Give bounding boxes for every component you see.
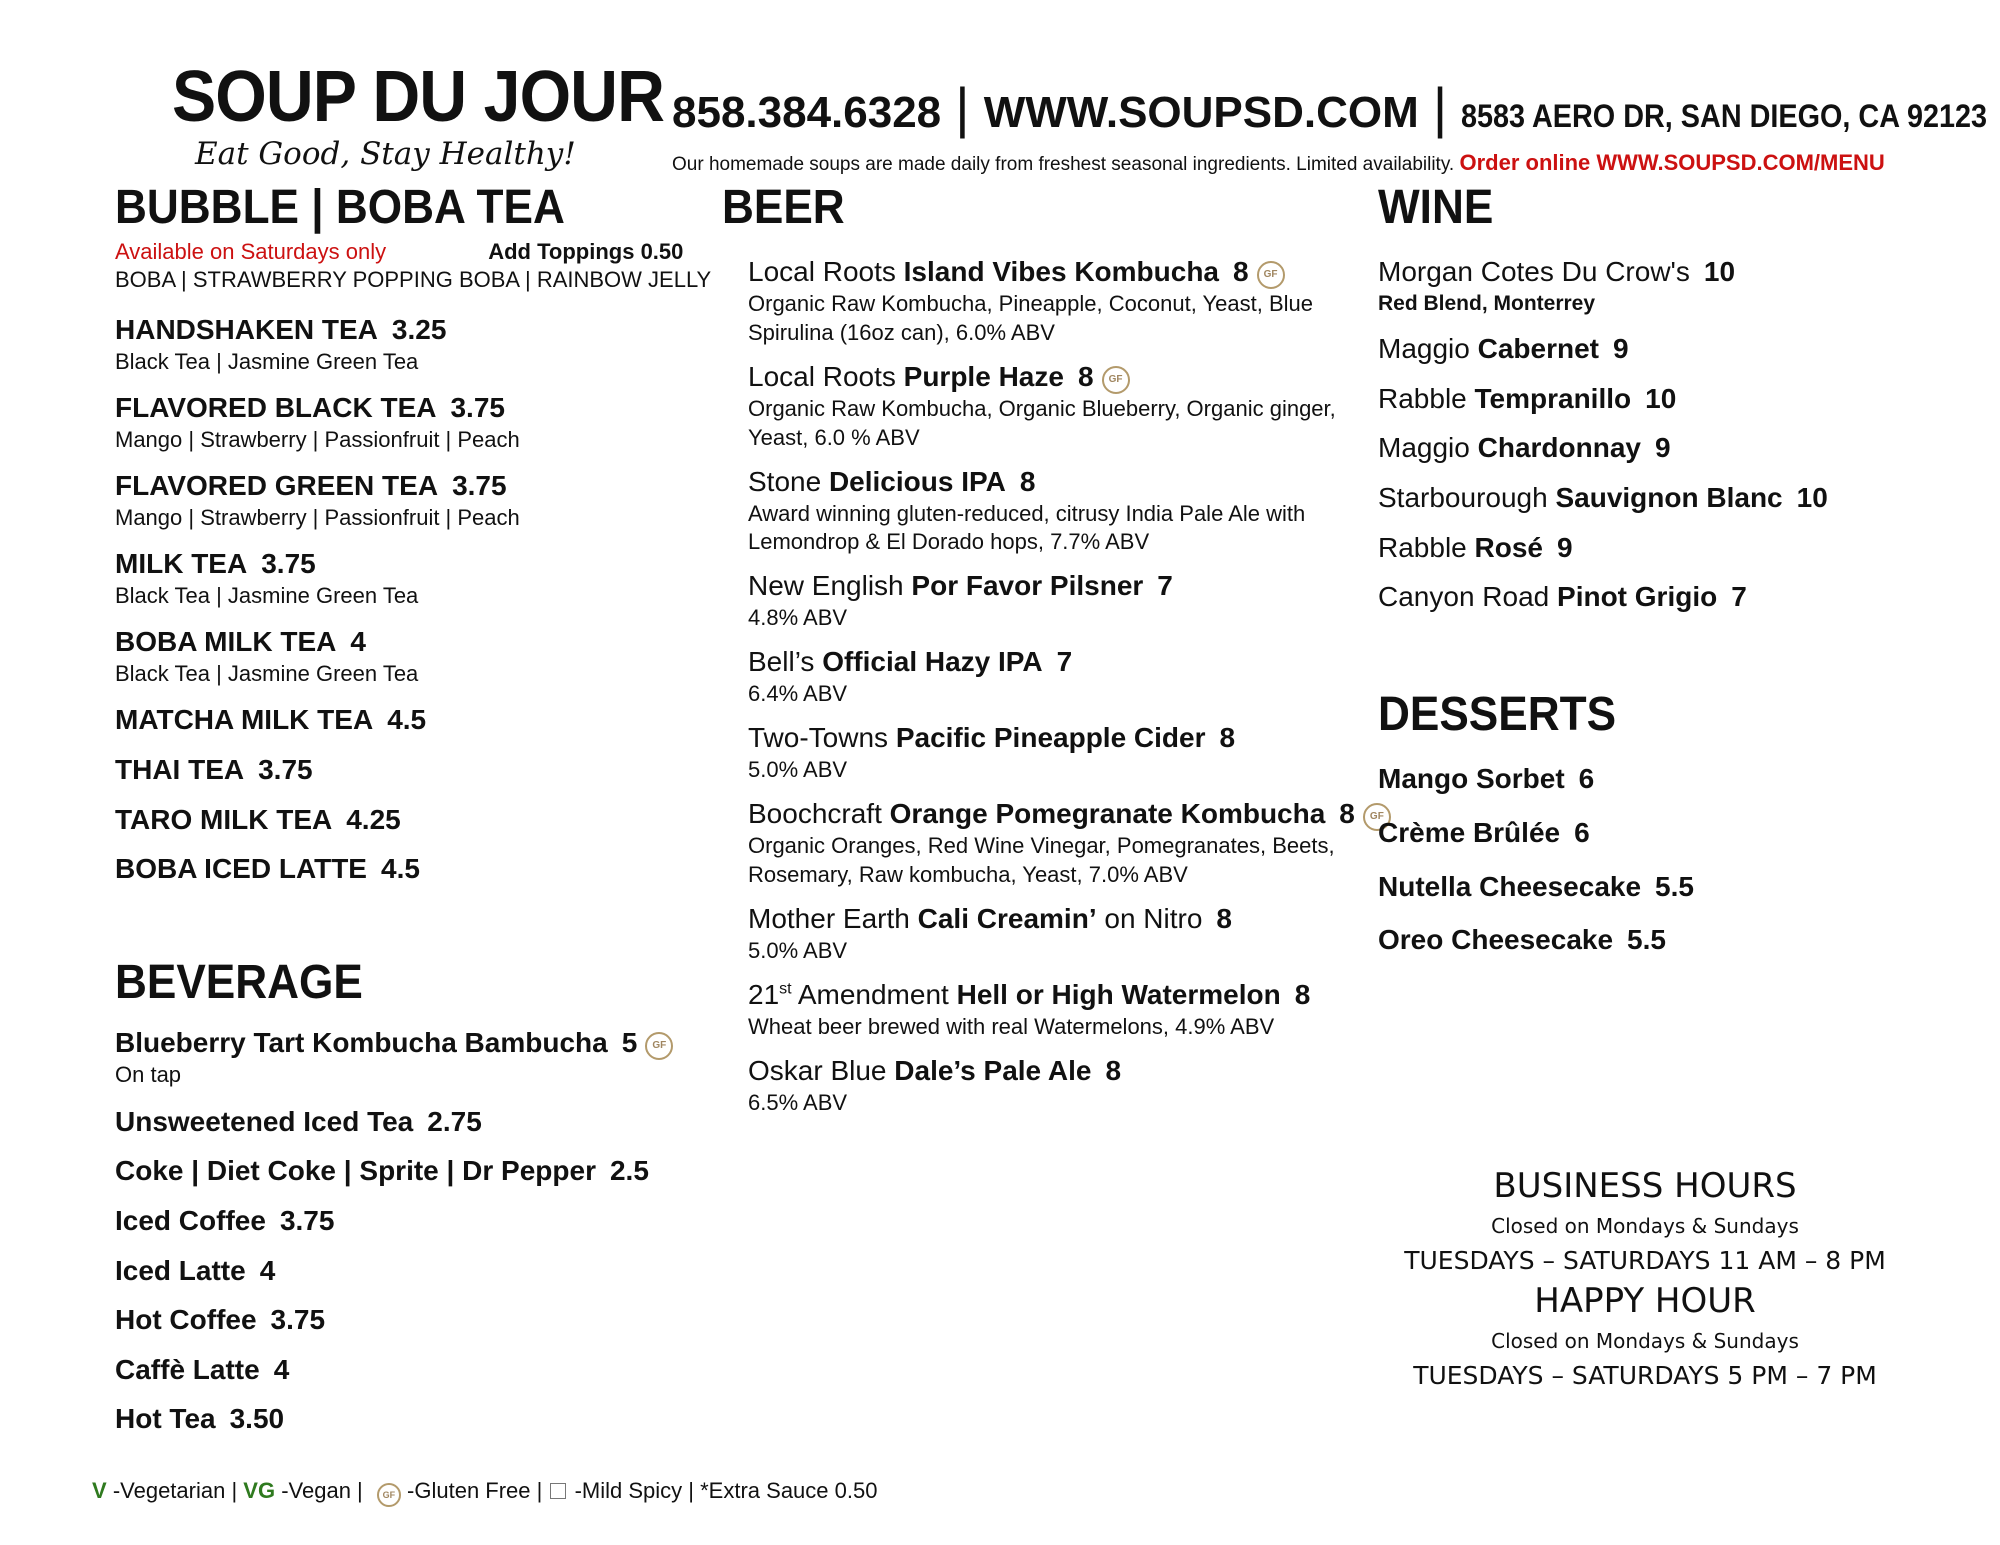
menu-item	[115, 547, 711, 609]
item-price: 9	[1556, 531, 1573, 563]
winery-name: Rabble	[1378, 531, 1467, 563]
item-name-line	[1378, 531, 1828, 565]
happy-times: TUESDAYS – SATURDAYS 5 PM – 7 PM	[1413, 1361, 1877, 1390]
menu-item	[115, 1303, 673, 1337]
availability-text: Available on Saturdays only	[115, 239, 387, 265]
item-price: 3.75	[452, 470, 507, 502]
item-description: Black Tea | Jasmine Green Tea	[115, 660, 419, 686]
left-column	[115, 183, 711, 886]
item-name-line	[1378, 580, 1828, 614]
wine-item	[1378, 382, 1828, 416]
winery-name: Starbourough	[1378, 481, 1548, 513]
hours-block	[1385, 1160, 1905, 1390]
item-description-line2: Rosemary, Raw kombucha, Yeast, 7.0% ABV	[748, 861, 1188, 887]
item-name-line	[115, 1254, 673, 1288]
beer-item	[748, 465, 1391, 555]
item-name-line	[115, 703, 711, 737]
beer-item	[748, 902, 1391, 964]
tagline: Eat Good, Stay Healthy!	[195, 136, 576, 172]
toppings-list: BOBA | STRAWBERRY POPPING BOBA | RAINBOW JELLY	[115, 267, 712, 293]
item-name: FLAVORED GREEN TEA	[115, 470, 439, 502]
item-name-line	[115, 1402, 673, 1436]
item-price: 4	[259, 1254, 276, 1286]
wine-name: Cabernet	[1477, 333, 1599, 365]
item-description: 6.4% ABV	[748, 680, 848, 706]
brewer-name: New English	[748, 570, 904, 602]
item-price: 8	[1019, 465, 1036, 497]
item-name-line	[115, 313, 711, 347]
item-name-line	[748, 721, 1391, 755]
wine-item	[1378, 580, 1828, 614]
item-price: 7	[1157, 570, 1173, 602]
item-name: Nutella Cheesecake	[1378, 870, 1642, 902]
dessert-items	[1378, 762, 1694, 956]
item-name-line	[1378, 431, 1828, 465]
item-name-line	[115, 1154, 673, 1188]
mild-spicy-icon	[550, 1483, 566, 1499]
brewer-name: Oskar Blue	[748, 1055, 887, 1087]
gluten-free-icon: GF	[1363, 803, 1391, 831]
item-name-line	[115, 852, 711, 886]
wine-name: Chardonnay	[1477, 432, 1641, 464]
item-name-line	[115, 469, 711, 503]
item-price: 4	[350, 626, 366, 658]
item-price: 9	[1654, 432, 1671, 464]
menu-item	[115, 469, 711, 531]
spicy-label: -Mild Spicy | *Extra Sauce 0.50	[574, 1478, 878, 1503]
vegetarian-key: V	[92, 1478, 107, 1503]
dessert-item	[1378, 870, 1694, 904]
beer-item	[748, 1054, 1391, 1116]
beer-column	[722, 183, 1391, 1116]
beer-name: Delicious IPA	[828, 465, 1006, 497]
order-online-link[interactable]: Order online WWW.SOUPSD.COM/MENU	[1459, 150, 1885, 175]
item-description-line2: Lemondrop & El Dorado hops, 7.7% ABV	[748, 528, 1150, 554]
item-price: 2.75	[427, 1105, 482, 1137]
desserts-column	[1378, 690, 1694, 957]
item-price: 9	[1613, 333, 1629, 365]
item-price: 3.75	[450, 392, 505, 424]
item-description: Black Tea | Jasmine Green Tea	[115, 348, 419, 374]
separator: |	[1432, 76, 1448, 139]
item-name-line	[1378, 870, 1694, 904]
item-name-line	[748, 978, 1391, 1012]
beer-item	[748, 255, 1391, 346]
item-name-line	[748, 465, 1391, 499]
item-price: 3.75	[261, 548, 316, 580]
menu-item	[115, 1105, 673, 1139]
item-description: Organic Oranges, Red Wine Vinegar, Pomegranates, Beets,	[748, 833, 1335, 859]
item-price: 3.50	[229, 1403, 285, 1435]
wine-name: Rosé	[1474, 531, 1543, 563]
item-name: Iced Coffee	[115, 1204, 266, 1236]
gluten-free-icon: GF	[377, 1483, 401, 1507]
item-name: Mango Sorbet	[1378, 763, 1565, 795]
item-price: 4.5	[387, 704, 427, 736]
contact-bar	[672, 76, 2000, 139]
beer-name: Orange Pomegranate Kombucha	[889, 798, 1326, 830]
boba-availability	[115, 239, 711, 265]
item-description-line2: Yeast, 6.0 % ABV	[748, 424, 920, 450]
wine-name: Pinot Grigio	[1557, 581, 1718, 613]
item-description-line2: Spirulina (16oz can), 6.0% ABV	[748, 319, 1055, 345]
gluten-free-label: -Gluten Free |	[407, 1478, 543, 1503]
item-name-line	[748, 569, 1391, 603]
beer-item	[748, 569, 1391, 631]
item-name-line	[1378, 382, 1828, 416]
wine-column	[1378, 183, 1828, 614]
item-description: Red Blend, Monterrey	[1378, 291, 1596, 315]
item-price: 5.5	[1655, 870, 1694, 902]
item-name: Iced Latte	[115, 1254, 246, 1286]
item-price: 8	[1339, 798, 1355, 830]
item-price: 10	[1703, 256, 1736, 288]
item-name: Oreo Cheesecake	[1378, 924, 1614, 956]
item-price: 5.5	[1627, 924, 1666, 956]
ordinal-suffix: st	[779, 980, 792, 998]
menu-item	[115, 1402, 673, 1436]
wine-item	[1378, 332, 1828, 366]
item-name: MATCHA MILK TEA	[115, 704, 374, 736]
item-price: 3.75	[258, 753, 313, 785]
menu-item	[115, 625, 711, 687]
item-name-line	[748, 902, 1391, 936]
business-hours-title: BUSINESS HOURS	[1493, 1166, 1797, 1206]
brewer-name: Boochcraft	[748, 798, 882, 830]
toppings-label: Add Toppings 0.50	[488, 239, 684, 265]
item-name-line	[115, 1303, 673, 1337]
item-name-line	[1378, 762, 1694, 796]
item-name-line	[115, 391, 711, 425]
beer-item	[748, 797, 1391, 888]
gluten-free-icon: GF	[645, 1032, 673, 1060]
vegetarian-label: -Vegetarian |	[112, 1478, 238, 1503]
dessert-item	[1378, 762, 1694, 796]
boba-items	[115, 313, 711, 885]
brewer-name: Mother Earth	[748, 903, 910, 935]
beer-name: Hell or High Watermelon	[956, 979, 1281, 1011]
brewer-name: Stone	[748, 465, 822, 497]
item-price: 10	[1796, 481, 1828, 513]
beer-items	[722, 255, 1391, 1116]
beer-item	[748, 978, 1391, 1040]
item-price: 8	[1294, 979, 1311, 1011]
happy-closed: Closed on Mondays & Sundays	[1491, 1329, 1799, 1353]
gluten-free-icon: GF	[1102, 366, 1130, 394]
wine-name: Sauvignon Blanc	[1555, 481, 1783, 513]
item-description: Wheat beer brewed with real Watermelons, 4.9% ABV	[748, 1013, 1275, 1039]
item-price: 10	[1645, 382, 1677, 414]
happy-hour-title: HAPPY HOUR	[1534, 1281, 1756, 1321]
item-name-line	[115, 625, 711, 659]
item-name: THAI TEA	[115, 753, 245, 785]
item-name-line	[1378, 255, 1828, 289]
beer-name: Por Favor Pilsner	[911, 570, 1144, 602]
menu-item	[115, 1353, 673, 1387]
beer-item	[748, 721, 1391, 783]
winery-name: Maggio	[1378, 333, 1470, 365]
item-description: Mango | Strawberry | Passionfruit | Peach	[115, 426, 520, 452]
item-name: Blueberry Tart Kombucha Bambucha	[115, 1027, 608, 1059]
item-name-line	[1378, 923, 1694, 957]
item-name-line	[115, 1026, 673, 1060]
phone-number: 858.384.6328	[672, 88, 942, 137]
brewer-name: Two-Towns	[748, 722, 889, 754]
item-description: Award winning gluten-reduced, citrusy India Pale Ale with	[748, 500, 1306, 526]
beer-name: Dale’s Pale Ale	[894, 1055, 1092, 1087]
item-description: 4.8% ABV	[748, 604, 848, 630]
brewer-name-rest: Amendment	[797, 979, 949, 1011]
menu-item	[115, 1026, 673, 1088]
item-name: Hot Tea	[115, 1403, 216, 1435]
beer-name-suffix: on Nitro	[1104, 903, 1203, 935]
dietary-legend	[92, 1478, 877, 1507]
freshness-note	[672, 150, 1885, 176]
vegan-key: VG	[243, 1478, 276, 1503]
item-name-line	[748, 645, 1391, 679]
beverage-items	[115, 1026, 673, 1436]
item-name: FLAVORED BLACK TEA	[115, 392, 437, 424]
brand-title: SOUP DU JOUR	[172, 57, 665, 137]
note-text: Our homemade soups are made daily from freshest seasonal ingredients. Limited availability.	[672, 154, 1455, 175]
item-name: BOBA MILK TEA	[115, 626, 337, 658]
wine-item	[1378, 255, 1828, 316]
gluten-free-icon: GF	[1257, 261, 1285, 289]
brewer-name: Bell’s	[748, 646, 815, 678]
menu-item	[115, 1254, 673, 1288]
item-name-line	[748, 797, 1391, 831]
item-price: 8	[1105, 1055, 1122, 1087]
brewer-name: 21	[748, 979, 780, 1011]
item-name-line	[748, 1054, 1391, 1088]
item-name-line	[115, 1105, 673, 1139]
menu-item	[115, 1154, 673, 1188]
item-price: 3.25	[391, 314, 447, 346]
winery-name: Maggio	[1378, 432, 1470, 464]
menu-item	[115, 313, 711, 375]
vegan-label: -Vegan |	[281, 1478, 363, 1503]
item-price: 3.75	[270, 1304, 326, 1336]
beer-section-title: BEER	[722, 181, 845, 234]
item-name: TARO MILK TEA	[115, 803, 333, 835]
beer-name: Cali Creamin’	[917, 903, 1097, 935]
beer-name: Official Hazy IPA	[822, 646, 1043, 678]
item-name-line	[115, 753, 711, 787]
item-name: Unsweetened Iced Tea	[115, 1105, 414, 1137]
item-description: On tap	[115, 1062, 182, 1088]
item-price: 2.5	[609, 1155, 649, 1187]
item-description: Organic Raw Kombucha, Organic Blueberry, Organic ginger,	[748, 396, 1336, 422]
item-name-line	[1378, 332, 1828, 366]
menu-item	[115, 803, 711, 837]
item-description: 5.0% ABV	[748, 756, 848, 782]
separator: |	[955, 76, 970, 139]
beer-name: Island Vibes Kombucha	[903, 256, 1219, 288]
business-closed: Closed on Mondays & Sundays	[1491, 1214, 1799, 1238]
item-description: 6.5% ABV	[748, 1089, 848, 1115]
item-price: 3.75	[279, 1204, 335, 1236]
item-name-line	[115, 547, 711, 581]
item-name-line	[115, 803, 711, 837]
item-price: 8	[1219, 722, 1236, 754]
wine-item	[1378, 431, 1828, 465]
menu-item	[115, 391, 711, 453]
menu-item	[115, 753, 711, 787]
dessert-item	[1378, 923, 1694, 957]
item-name: Hot Coffee	[115, 1304, 257, 1336]
dessert-item	[1378, 816, 1694, 850]
item-name: Caffè Latte	[115, 1353, 260, 1385]
item-name-line	[115, 1353, 673, 1387]
item-price: 4	[273, 1353, 290, 1385]
wine-items	[1378, 255, 1828, 613]
website-link[interactable]: WWW.SOUPSD.COM	[983, 88, 1419, 137]
boba-section-title: BUBBLE | BOBA TEA	[115, 181, 565, 234]
item-name-line	[748, 255, 1391, 289]
item-description: Black Tea | Jasmine Green Tea	[115, 582, 419, 608]
menu-item	[115, 1204, 673, 1238]
item-name: BOBA ICED LATTE	[115, 853, 367, 885]
item-description: Mango | Strawberry | Passionfruit | Peach	[115, 504, 520, 530]
item-price: 6	[1578, 763, 1595, 795]
item-name-line	[1378, 816, 1694, 850]
item-price: 4.5	[381, 853, 420, 885]
menu-item	[115, 852, 711, 886]
wine-item	[1378, 531, 1828, 565]
beer-item	[748, 360, 1391, 451]
item-price: 8	[1233, 256, 1249, 288]
item-description: Organic Raw Kombucha, Pineapple, Coconut, Yeast, Blue	[748, 291, 1314, 317]
item-price: 8	[1216, 903, 1232, 935]
beverage-section-title: BEVERAGE	[115, 956, 363, 1009]
menu-item	[115, 703, 711, 737]
beer-name: Pacific Pineapple Cider	[895, 722, 1206, 754]
item-description: 5.0% ABV	[748, 937, 848, 963]
brewer-name: Local Roots	[748, 256, 896, 288]
item-name-line	[1378, 481, 1828, 515]
item-name: HANDSHAKEN TEA	[115, 314, 378, 346]
business-times: TUESDAYS – SATURDAYS 11 AM – 8 PM	[1404, 1246, 1886, 1275]
address: 8583 AERO DR, SAN DIEGO, CA 92123	[1461, 98, 1988, 134]
item-price: 4.25	[346, 803, 401, 835]
item-name-line	[748, 360, 1391, 394]
item-price: 7	[1056, 646, 1073, 678]
winery-name: Canyon Road	[1378, 581, 1550, 613]
beverage-column	[115, 958, 673, 1436]
item-name: Crème Brûlée	[1378, 816, 1561, 848]
winery-name: Rabble	[1378, 382, 1467, 414]
desserts-section-title: DESSERTS	[1378, 688, 1617, 741]
item-price: 6	[1574, 816, 1590, 848]
brewer-name: Local Roots	[748, 361, 896, 393]
wine-name: Tempranillo	[1474, 382, 1632, 414]
item-price: 5	[621, 1027, 638, 1059]
wine-section-title: WINE	[1378, 181, 1494, 234]
winery-name: Morgan Cotes Du Crow's	[1378, 256, 1690, 288]
item-name: Coke | Diet Coke | Sprite | Dr Pepper	[115, 1155, 596, 1187]
item-name: MILK TEA	[115, 548, 248, 580]
beer-item	[748, 645, 1391, 707]
item-price: 7	[1731, 581, 1747, 613]
item-price: 8	[1077, 361, 1094, 393]
item-name-line	[115, 1204, 673, 1238]
beer-name: Purple Haze	[903, 361, 1064, 393]
wine-item	[1378, 481, 1828, 515]
